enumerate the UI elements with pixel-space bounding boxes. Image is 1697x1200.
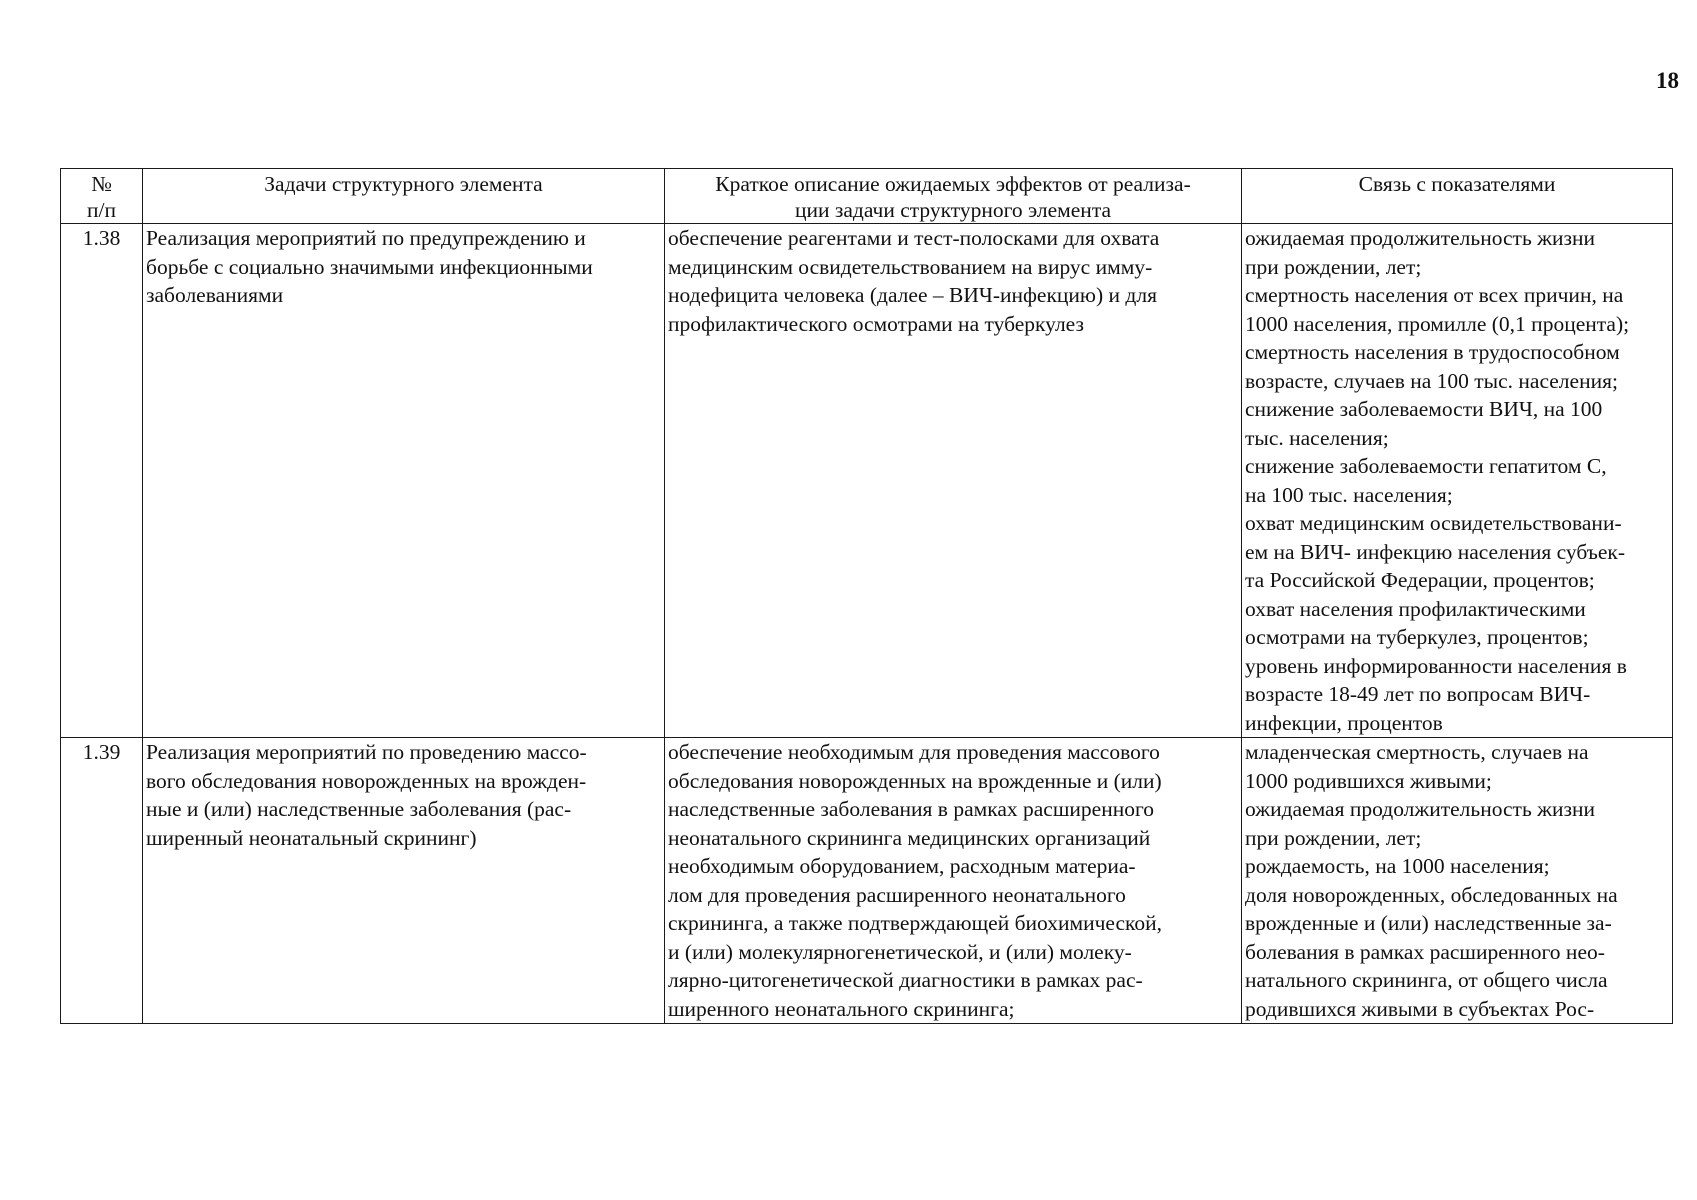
table-body <box>61 224 1673 1024</box>
page-number: 18 <box>1656 68 1679 93</box>
link-line: возрасте 18-49 лет по вопросам ВИЧ- <box>1245 682 1591 706</box>
link-line: снижение заболеваемости ВИЧ, на 100 <box>1245 397 1603 421</box>
header-num <box>61 169 143 224</box>
link-line: 1000 родившихся живыми; <box>1245 768 1492 793</box>
link-line: на 100 тыс. населения; <box>1245 482 1453 507</box>
link-line: осмотрами на туберкулез, процентов; <box>1245 625 1589 649</box>
effect-line: неонатального скрининга медицинских организаций <box>668 825 1151 850</box>
effect-cell <box>665 738 1242 1024</box>
table-row <box>61 738 1673 1024</box>
effect-line: лом для проведения расширенного неонатального <box>668 882 1126 907</box>
link-line: родившихся живыми в субъектах Рос- <box>1245 996 1595 1021</box>
task-line: Реализация мероприятий по предупреждению и <box>146 226 586 250</box>
effect-line: обеспечение реагентами и тест-полосками для охвата <box>668 226 1160 250</box>
task-line: ширенный неонатальный скрининг) <box>146 825 477 850</box>
link-line: натального скрининга, от общего числа <box>1245 968 1608 992</box>
effect-line: ширенного неонатального скрининга; <box>668 996 1015 1021</box>
task-cell <box>143 224 665 738</box>
effect-line: обследования новорожденных на врожденные и (или) <box>668 768 1162 793</box>
link-line: доля новорожденных, обследованных на <box>1245 882 1618 907</box>
row-number: 1.39 <box>61 738 143 1024</box>
indicators-table <box>60 168 1673 1024</box>
link-line: охват медицинским освидетельствовани- <box>1245 511 1622 535</box>
table-header-row <box>61 169 1673 224</box>
link-line: смертность населения от всех причин, на <box>1245 283 1624 307</box>
link-line: возрасте, случаев на 100 тыс. населения; <box>1245 368 1618 393</box>
link-line: 1000 населения, промилле (0,1 процента); <box>1245 311 1630 336</box>
row-number: 1.38 <box>61 224 143 738</box>
link-line: болевания в рамках расширенного нео- <box>1245 939 1605 964</box>
header-link-label: Связь с показателями <box>1358 172 1556 196</box>
table-row <box>61 224 1673 738</box>
header-num-line: № <box>91 172 112 196</box>
link-line: при рождении, лет; <box>1245 254 1422 279</box>
header-task <box>143 169 665 224</box>
link-cell <box>1242 738 1673 1024</box>
effect-cell <box>665 224 1242 738</box>
task-line: борьбе с социально значимыми инфекционными <box>146 254 593 279</box>
header-link <box>1242 169 1673 224</box>
effect-line: и (или) молекулярногенетической, и (или) молеку- <box>668 939 1132 964</box>
link-line: при рождении, лет; <box>1245 825 1422 850</box>
link-line: младенческая смертность, случаев на <box>1245 740 1589 764</box>
effect-line: необходимым оборудованием, расходным материа- <box>668 854 1136 878</box>
link-cell <box>1242 224 1673 738</box>
link-line: ем на ВИЧ- инфекцию населения субъек- <box>1245 539 1626 564</box>
link-line: инфекции, процентов <box>1245 710 1443 735</box>
effect-line: наследственные заболевания в рамках расширенного <box>668 797 1154 821</box>
link-line: рождаемость, на 1000 населения; <box>1245 854 1550 878</box>
link-line: смертность населения в трудоспособном <box>1245 340 1620 364</box>
header-effect-line: Краткое описание ожидаемых эффектов от реализа- <box>715 172 1191 196</box>
effect-line: скрининга, а также подтверждающей биохимической, <box>668 911 1163 935</box>
link-line: врожденные и (или) наследственные за- <box>1245 911 1612 935</box>
link-line: тыс. населения; <box>1245 425 1389 450</box>
task-line: Реализация мероприятий по проведению массо- <box>146 740 587 764</box>
effect-line: профилактического осмотрами на туберкулез <box>668 311 1084 336</box>
effect-line: обеспечение необходимым для проведения массового <box>668 740 1160 764</box>
task-line: ные и (или) наследственные заболевания (рас- <box>146 797 572 821</box>
link-line: охват населения профилактическими <box>1245 596 1586 621</box>
effect-line: медицинским освидетельствованием на вирус имму- <box>668 254 1153 279</box>
header-task-label: Задачи структурного элемента <box>264 172 543 196</box>
header-effect <box>665 169 1242 224</box>
task-cell <box>143 738 665 1024</box>
link-line: ожидаемая продолжительность жизни <box>1245 797 1595 821</box>
link-line: та Российской Федерации, процентов; <box>1245 568 1595 592</box>
link-line: ожидаемая продолжительность жизни <box>1245 226 1595 250</box>
header-num-line: п/п <box>87 198 116 222</box>
task-line: заболеваниями <box>146 283 284 307</box>
link-line: снижение заболеваемости гепатитом С, <box>1245 454 1607 478</box>
effect-line: нодефицита человека (далее – ВИЧ-инфекцию) и для <box>668 283 1157 307</box>
task-line: вого обследования новорожденных на врожден- <box>146 768 587 793</box>
header-effect-line: ции задачи структурного элемента <box>794 198 1112 222</box>
effect-line: лярно-цитогенетической диагностики в рамках рас- <box>668 968 1143 992</box>
link-line: уровень информированности населения в <box>1245 653 1627 678</box>
